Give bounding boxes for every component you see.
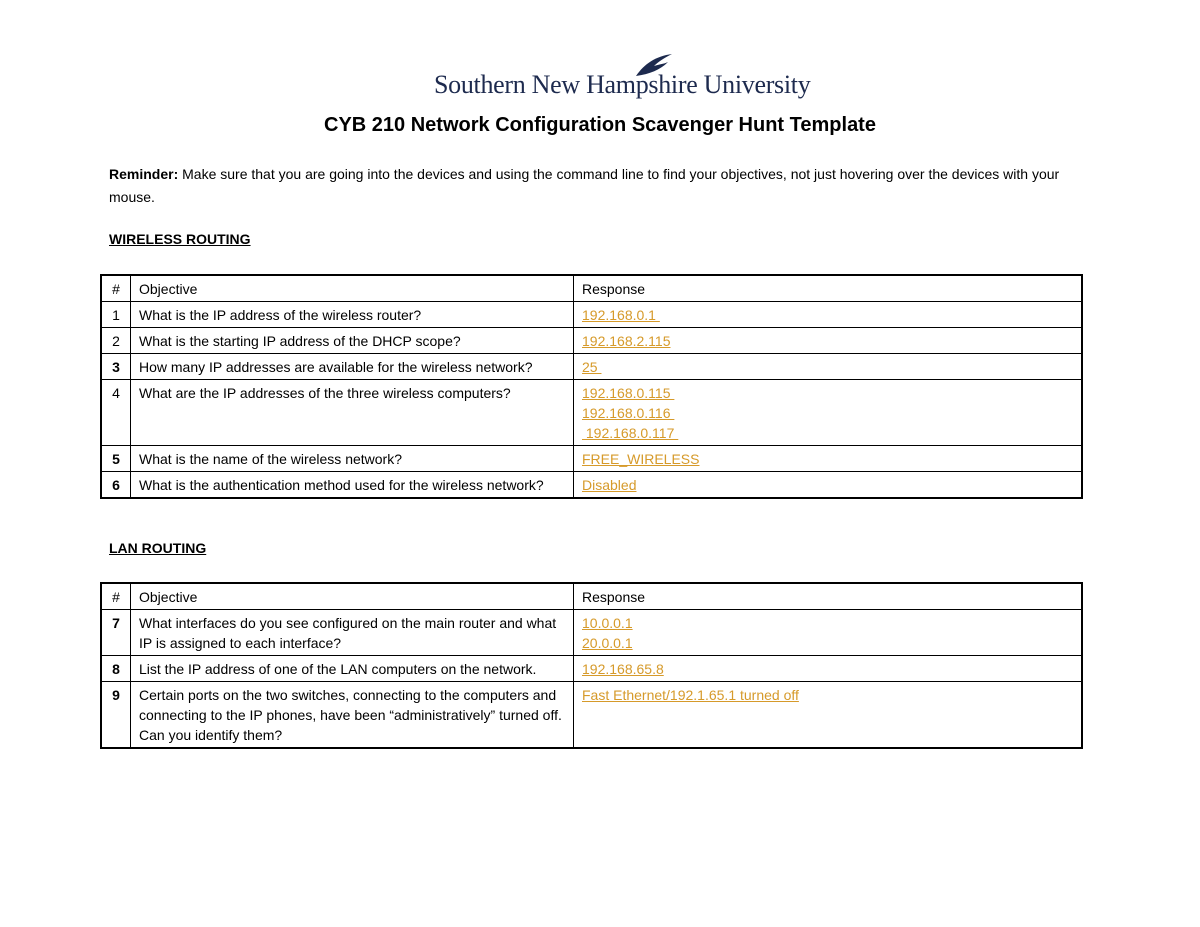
lan-heading: LAN ROUTING	[109, 540, 207, 556]
lan-table	[100, 582, 1083, 749]
response-link[interactable]: 192.168.65.8	[582, 661, 664, 677]
column-header: Objective	[131, 275, 574, 302]
table-row	[101, 380, 1082, 446]
response-cell	[574, 328, 1083, 354]
response-link[interactable]: Fast Ethernet/192.1.65.1 turned off	[582, 687, 799, 703]
row-number: 4	[101, 380, 131, 446]
row-number: 7	[101, 610, 131, 656]
wireless-table	[100, 274, 1083, 499]
response-link[interactable]: 192.168.0.116	[582, 405, 675, 421]
table-row	[101, 302, 1082, 328]
objective-cell: What are the IP addresses of the three wireless computers?	[131, 380, 574, 446]
university-logo	[434, 52, 811, 102]
reminder-paragraph	[109, 163, 1089, 209]
response-cell	[574, 302, 1083, 328]
objective-cell: What is the starting IP address of the DHCP scope?	[131, 328, 574, 354]
wireless-heading: WIRELESS ROUTING	[109, 231, 251, 247]
objective-cell: What is the name of the wireless network?	[131, 446, 574, 472]
objective-cell: List the IP address of one of the LAN computers on the network.	[131, 656, 574, 682]
objective-cell: How many IP addresses are available for the wireless network?	[131, 354, 574, 380]
table-header-row	[101, 583, 1082, 610]
row-number: 3	[101, 354, 131, 380]
response-link[interactable]: 192.168.0.117	[582, 425, 679, 441]
column-header: Response	[574, 275, 1083, 302]
table-row	[101, 446, 1082, 472]
response-cell	[574, 380, 1083, 446]
response-link[interactable]: Disabled	[582, 477, 637, 493]
column-header: Response	[574, 583, 1083, 610]
objective-cell: What is the authentication method used for the wireless network?	[131, 472, 574, 499]
row-number: 6	[101, 472, 131, 499]
objective-cell: What is the IP address of the wireless router?	[131, 302, 574, 328]
column-header: #	[101, 583, 131, 610]
table-row	[101, 682, 1082, 749]
table-header-row	[101, 275, 1082, 302]
table-row	[101, 354, 1082, 380]
row-number: 9	[101, 682, 131, 749]
response-cell	[574, 682, 1083, 749]
response-cell	[574, 354, 1083, 380]
response-link[interactable]: 25	[582, 359, 602, 375]
page-title: CYB 210 Network Configuration Scavenger Hunt Template	[324, 114, 876, 136]
response-cell	[574, 446, 1083, 472]
response-cell	[574, 656, 1083, 682]
column-header: Objective	[131, 583, 574, 610]
response-link[interactable]: 20.0.0.1	[582, 635, 633, 651]
objective-cell: Certain ports on the two switches, connecting to the computers and connecting to the IP phones, have been “administratively” turned off. Can you identify them?	[131, 682, 574, 749]
table-row	[101, 610, 1082, 656]
objective-cell: What interfaces do you see configured on the main router and what IP is assigned to each interface?	[131, 610, 574, 656]
response-link[interactable]: 10.0.0.1	[582, 615, 633, 631]
response-cell	[574, 472, 1083, 499]
logo-text: Southern New Hampshire University	[434, 70, 811, 99]
row-number: 2	[101, 328, 131, 354]
response-cell	[574, 610, 1083, 656]
row-number: 5	[101, 446, 131, 472]
row-number: 1	[101, 302, 131, 328]
response-link[interactable]: 192.168.0.115	[582, 385, 675, 401]
table-row	[101, 656, 1082, 682]
reminder-text: Make sure that you are going into the devices and using the command line to find your objectives, not just hovering over the devices with your mouse.	[109, 166, 1060, 205]
table-row	[101, 328, 1082, 354]
column-header: #	[101, 275, 131, 302]
response-link[interactable]: FREE_WIRELESS	[582, 451, 700, 467]
table-row	[101, 472, 1082, 499]
reminder-label: Reminder:	[109, 166, 179, 182]
row-number: 8	[101, 656, 131, 682]
response-link[interactable]: 192.168.0.1	[582, 307, 660, 323]
response-link[interactable]: 192.168.2.115	[582, 333, 671, 349]
